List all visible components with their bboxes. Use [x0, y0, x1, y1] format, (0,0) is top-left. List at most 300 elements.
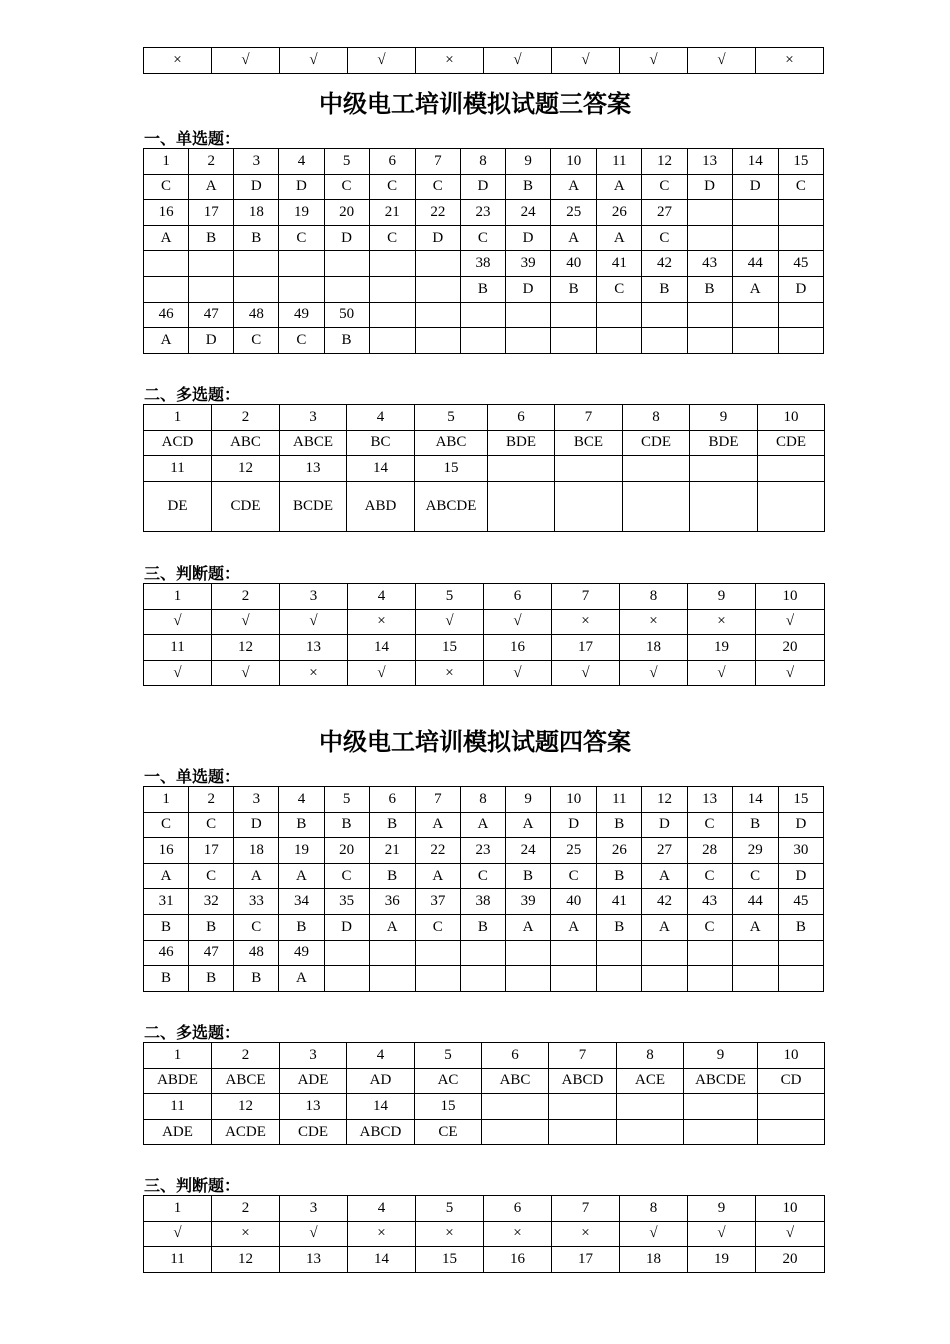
table-cell: ×	[416, 1221, 484, 1247]
table-cell: 17	[189, 200, 234, 226]
table-row	[144, 966, 824, 992]
table-row	[144, 660, 825, 686]
table-cell: 9	[506, 787, 551, 813]
table-cell: 40	[551, 889, 597, 915]
table-cell: D	[189, 328, 234, 354]
table-cell: 19	[688, 635, 756, 661]
table-cell: D	[732, 174, 778, 200]
table-cell: A	[642, 863, 687, 889]
table-cell: 32	[189, 889, 234, 915]
table-cell: √	[552, 660, 620, 686]
table-cell: A	[144, 225, 189, 251]
table-cell: CDE	[623, 430, 690, 456]
table-cell: 10	[551, 149, 597, 175]
table-cell: C	[189, 863, 234, 889]
table-cell: √	[212, 660, 280, 686]
table-cell: A	[415, 863, 460, 889]
table-cell	[778, 940, 823, 966]
table-cell	[642, 302, 687, 328]
table-cell: 19	[688, 1247, 756, 1273]
table-cell	[482, 1119, 549, 1145]
table-cell: D	[279, 174, 324, 200]
table-cell: C	[279, 225, 324, 251]
table-row	[144, 405, 825, 431]
table-cell: 7	[415, 787, 460, 813]
table-cell: A	[144, 328, 189, 354]
table-cell: 1	[144, 1043, 212, 1069]
table-cell	[551, 966, 597, 992]
table-cell: 20	[324, 200, 369, 226]
table-cell: 15	[415, 456, 488, 482]
table-cell	[460, 302, 505, 328]
table-cell: B	[144, 914, 189, 940]
table-cell	[324, 251, 369, 277]
table-cell: A	[732, 276, 778, 302]
table-cell: 22	[415, 838, 460, 864]
table-row	[144, 456, 825, 482]
table-cell: 41	[597, 251, 642, 277]
table-cell: 21	[369, 200, 415, 226]
table-cell: 6	[484, 1196, 552, 1222]
table-cell: ABD	[347, 481, 415, 531]
table-cell: 4	[279, 149, 324, 175]
table-cell	[551, 302, 597, 328]
table-cell: 7	[552, 1196, 620, 1222]
table-cell	[460, 940, 505, 966]
table-cell: 2	[212, 1196, 280, 1222]
table-cell: A	[460, 812, 505, 838]
table-cell	[623, 481, 690, 531]
table-cell	[555, 481, 623, 531]
table-cell: C	[234, 328, 279, 354]
table-cell: 23	[460, 838, 505, 864]
table-cell: 16	[144, 200, 189, 226]
table-row	[144, 838, 824, 864]
table-cell: ×	[484, 1221, 552, 1247]
table-cell: √	[620, 660, 688, 686]
table-row	[144, 174, 824, 200]
table-cell	[597, 302, 642, 328]
table-row	[144, 328, 824, 354]
table-cell: 6	[369, 149, 415, 175]
table-cell: 14	[348, 1247, 416, 1273]
table-cell	[732, 225, 778, 251]
table-cell: √	[280, 609, 348, 635]
table-cell: BCE	[555, 430, 623, 456]
table-cell: 12	[212, 635, 280, 661]
table-cell: 9	[688, 1196, 756, 1222]
table-cell: D	[778, 863, 823, 889]
table-cell	[415, 966, 460, 992]
table-cell: C	[551, 863, 597, 889]
table-cell: D	[506, 276, 551, 302]
table-cell: B	[597, 914, 642, 940]
table-cell: 3	[280, 584, 348, 610]
table-cell: √	[688, 660, 756, 686]
table-cell: 10	[758, 1043, 825, 1069]
table-cell	[617, 1119, 684, 1145]
table-cell: 38	[460, 251, 505, 277]
table-cell: D	[234, 174, 279, 200]
table-cell: 14	[347, 1094, 415, 1120]
table-cell: 5	[416, 1196, 484, 1222]
exam3-judge-table	[143, 583, 825, 686]
table-cell	[687, 940, 732, 966]
table-cell	[732, 966, 778, 992]
table-cell: 4	[279, 787, 324, 813]
table-cell: 3	[234, 787, 279, 813]
table-cell: 45	[778, 889, 823, 915]
table-cell: 1	[144, 1196, 212, 1222]
table-cell: B	[551, 276, 597, 302]
table-cell: 15	[778, 787, 823, 813]
table-cell: C	[460, 863, 505, 889]
table-cell	[642, 966, 687, 992]
table-cell: 20	[756, 1247, 825, 1273]
table-cell: 31	[144, 889, 189, 915]
table-cell: ADE	[144, 1119, 212, 1145]
table-cell: D	[778, 276, 823, 302]
table-cell: ACDE	[212, 1119, 280, 1145]
table-cell	[690, 481, 758, 531]
table-cell: 5	[416, 584, 484, 610]
table-cell: B	[506, 863, 551, 889]
table-row	[144, 1221, 825, 1247]
table-cell: B	[597, 863, 642, 889]
table-cell: 13	[280, 1247, 348, 1273]
table-row	[144, 481, 825, 531]
table-cell	[551, 940, 597, 966]
table-cell: 40	[551, 251, 597, 277]
table-cell: A	[597, 174, 642, 200]
table-cell: A	[415, 812, 460, 838]
table-row	[144, 48, 824, 74]
table-cell: B	[460, 276, 505, 302]
table-cell: 11	[144, 1094, 212, 1120]
table-cell	[778, 225, 823, 251]
table-cell: CDE	[758, 430, 825, 456]
table-cell: 35	[324, 889, 369, 915]
table-cell: 5	[324, 149, 369, 175]
table-cell: 23	[460, 200, 505, 226]
table-row	[144, 1094, 825, 1120]
table-cell: √	[484, 48, 552, 74]
table-cell: C	[369, 225, 415, 251]
table-cell	[415, 251, 460, 277]
table-cell: D	[324, 914, 369, 940]
exam3-single-table	[143, 148, 824, 354]
table-cell: C	[324, 174, 369, 200]
table-cell: √	[756, 660, 825, 686]
table-cell: 17	[189, 838, 234, 864]
exam4-multi-table	[143, 1042, 825, 1145]
exam3-single-heading: 一、单选题：	[144, 129, 241, 148]
table-cell: ×	[348, 609, 416, 635]
table-cell	[506, 328, 551, 354]
table-row	[144, 1068, 825, 1094]
table-cell: ABCE	[280, 430, 347, 456]
table-cell: A	[506, 812, 551, 838]
table-cell: 7	[415, 149, 460, 175]
table-cell: 41	[597, 889, 642, 915]
exam3-multi-table	[143, 404, 825, 532]
table-cell: D	[506, 225, 551, 251]
table-cell	[758, 456, 825, 482]
table-cell: 11	[144, 635, 212, 661]
table-cell: 18	[234, 838, 279, 864]
table-cell: √	[348, 660, 416, 686]
table-cell: B	[369, 812, 415, 838]
table-row	[144, 812, 824, 838]
table-cell: 44	[732, 889, 778, 915]
table-cell: C	[642, 225, 687, 251]
table-cell	[684, 1094, 758, 1120]
table-cell: 29	[732, 838, 778, 864]
table-cell	[597, 328, 642, 354]
table-cell: √	[416, 609, 484, 635]
table-cell: 16	[484, 1247, 552, 1273]
table-cell: ABCDE	[415, 481, 488, 531]
table-cell	[549, 1119, 617, 1145]
table-cell	[279, 251, 324, 277]
table-cell: 15	[415, 1094, 482, 1120]
table-cell	[642, 940, 687, 966]
table-cell: 44	[732, 251, 778, 277]
table-cell: 42	[642, 889, 687, 915]
table-cell: C	[687, 914, 732, 940]
table-cell: 24	[506, 838, 551, 864]
table-cell: ×	[620, 609, 688, 635]
table-cell	[555, 456, 623, 482]
table-cell: A	[234, 863, 279, 889]
table-cell: 2	[212, 405, 280, 431]
table-cell: C	[460, 225, 505, 251]
table-cell	[506, 302, 551, 328]
table-cell: 3	[280, 1196, 348, 1222]
table-cell: DE	[144, 481, 212, 531]
table-cell: 20	[324, 838, 369, 864]
table-cell: A	[597, 225, 642, 251]
table-cell	[144, 276, 189, 302]
table-cell: C	[732, 863, 778, 889]
table-cell	[597, 966, 642, 992]
table-cell: 39	[506, 889, 551, 915]
table-cell: 47	[189, 940, 234, 966]
table-cell: BDE	[488, 430, 555, 456]
table-cell: 28	[687, 838, 732, 864]
table-cell: C	[324, 863, 369, 889]
table-cell: ABCD	[347, 1119, 415, 1145]
table-row	[144, 149, 824, 175]
table-cell: ABCD	[549, 1068, 617, 1094]
table-cell: 6	[488, 405, 555, 431]
table-cell: C	[778, 174, 823, 200]
table-cell: ADE	[280, 1068, 347, 1094]
table-cell: 14	[732, 149, 778, 175]
table-cell: D	[551, 812, 597, 838]
table-cell	[597, 940, 642, 966]
table-cell: 18	[234, 200, 279, 226]
table-cell: 48	[234, 940, 279, 966]
table-row	[144, 200, 824, 226]
table-cell	[758, 1094, 825, 1120]
table-cell: 15	[778, 149, 823, 175]
table-cell: 8	[620, 584, 688, 610]
exam4-single-heading: 一、单选题：	[144, 767, 241, 786]
table-cell: 3	[280, 405, 347, 431]
table-cell: 45	[778, 251, 823, 277]
table-cell: BDE	[690, 430, 758, 456]
table-cell: ×	[552, 609, 620, 635]
table-cell: 25	[551, 200, 597, 226]
table-cell: 10	[756, 584, 825, 610]
table-cell: D	[324, 225, 369, 251]
table-cell: 2	[189, 787, 234, 813]
table-cell: BCDE	[280, 481, 347, 531]
table-cell	[189, 276, 234, 302]
table-cell: 6	[482, 1043, 549, 1069]
table-cell: ×	[144, 48, 212, 74]
table-cell	[684, 1119, 758, 1145]
table-cell: 14	[348, 635, 416, 661]
table-cell: 34	[279, 889, 324, 915]
table-cell: BC	[347, 430, 415, 456]
exam4-multi-heading: 二、多选题：	[144, 1023, 241, 1042]
table-cell: B	[234, 966, 279, 992]
exam4-single-table	[143, 786, 824, 992]
table-cell: 14	[732, 787, 778, 813]
table-cell: 12	[642, 149, 687, 175]
table-cell: CE	[415, 1119, 482, 1145]
table-cell	[460, 328, 505, 354]
table-row	[144, 940, 824, 966]
table-cell	[415, 940, 460, 966]
table-cell: 5	[415, 405, 488, 431]
table-cell: 16	[484, 635, 552, 661]
table-cell: 26	[597, 838, 642, 864]
table-cell: 16	[144, 838, 189, 864]
exam4-judge-table	[143, 1195, 825, 1273]
table-cell: B	[460, 914, 505, 940]
table-cell	[642, 328, 687, 354]
table-cell: 26	[597, 200, 642, 226]
table-cell	[732, 200, 778, 226]
table-cell: CDE	[280, 1119, 347, 1145]
table-cell: C	[687, 812, 732, 838]
table-cell	[324, 966, 369, 992]
table-cell: 7	[549, 1043, 617, 1069]
table-row	[144, 889, 824, 915]
table-cell	[687, 328, 732, 354]
table-cell: D	[415, 225, 460, 251]
table-cell: 5	[415, 1043, 482, 1069]
table-cell: ×	[688, 609, 756, 635]
table-cell	[488, 481, 555, 531]
table-cell: ACE	[617, 1068, 684, 1094]
table-cell	[279, 276, 324, 302]
table-cell: 8	[623, 405, 690, 431]
table-cell: AC	[415, 1068, 482, 1094]
table-cell: C	[279, 328, 324, 354]
table-cell	[460, 966, 505, 992]
table-cell: B	[279, 812, 324, 838]
exam3-multi-heading: 二、多选题：	[144, 385, 241, 404]
table-cell: 13	[280, 1094, 347, 1120]
table-cell: B	[642, 276, 687, 302]
table-cell	[623, 456, 690, 482]
table-cell: C	[687, 863, 732, 889]
table-cell: 3	[234, 149, 279, 175]
table-cell: A	[551, 914, 597, 940]
table-cell: B	[189, 914, 234, 940]
table-cell: 43	[687, 251, 732, 277]
table-cell: B	[369, 863, 415, 889]
table-cell: √	[756, 1221, 825, 1247]
table-cell: 46	[144, 302, 189, 328]
table-cell	[732, 328, 778, 354]
table-cell: ABC	[482, 1068, 549, 1094]
table-cell: 13	[280, 635, 348, 661]
table-cell: √	[688, 48, 756, 74]
table-cell: ×	[416, 48, 484, 74]
table-cell: √	[484, 609, 552, 635]
table-cell: C	[144, 812, 189, 838]
table-cell: √	[620, 1221, 688, 1247]
table-cell: 27	[642, 838, 687, 864]
table-cell: √	[688, 1221, 756, 1247]
table-cell	[506, 966, 551, 992]
table-cell: D	[778, 812, 823, 838]
table-cell: AD	[347, 1068, 415, 1094]
table-cell: √	[280, 1221, 348, 1247]
table-row	[144, 863, 824, 889]
table-cell	[732, 302, 778, 328]
table-cell: 25	[551, 838, 597, 864]
table-cell: B	[778, 914, 823, 940]
table-cell	[506, 940, 551, 966]
table-cell: √	[756, 609, 825, 635]
table-cell: ×	[552, 1221, 620, 1247]
table-cell: 1	[144, 787, 189, 813]
table-cell: D	[460, 174, 505, 200]
table-cell	[324, 276, 369, 302]
table-cell	[778, 200, 823, 226]
table-cell: C	[189, 812, 234, 838]
table-cell	[369, 276, 415, 302]
table-cell: CD	[758, 1068, 825, 1094]
table-cell: 18	[620, 635, 688, 661]
table-cell: ABC	[415, 430, 488, 456]
table-cell: ×	[348, 1221, 416, 1247]
table-cell	[482, 1094, 549, 1120]
table-cell: B	[687, 276, 732, 302]
exam4-title: 中级电工培训模拟试题四答案	[319, 728, 631, 756]
table-cell: 9	[506, 149, 551, 175]
table-cell: ABCE	[212, 1068, 280, 1094]
table-cell: 4	[348, 1196, 416, 1222]
table-cell: B	[324, 328, 369, 354]
table-row	[144, 430, 825, 456]
table-cell: 42	[642, 251, 687, 277]
table-cell: 19	[279, 200, 324, 226]
table-cell: A	[506, 914, 551, 940]
table-cell: √	[280, 48, 348, 74]
table-cell: 11	[597, 149, 642, 175]
exam4-judge-heading: 三、判断题：	[144, 1176, 241, 1195]
table-row	[144, 635, 825, 661]
table-cell: A	[732, 914, 778, 940]
table-cell: 13	[687, 787, 732, 813]
